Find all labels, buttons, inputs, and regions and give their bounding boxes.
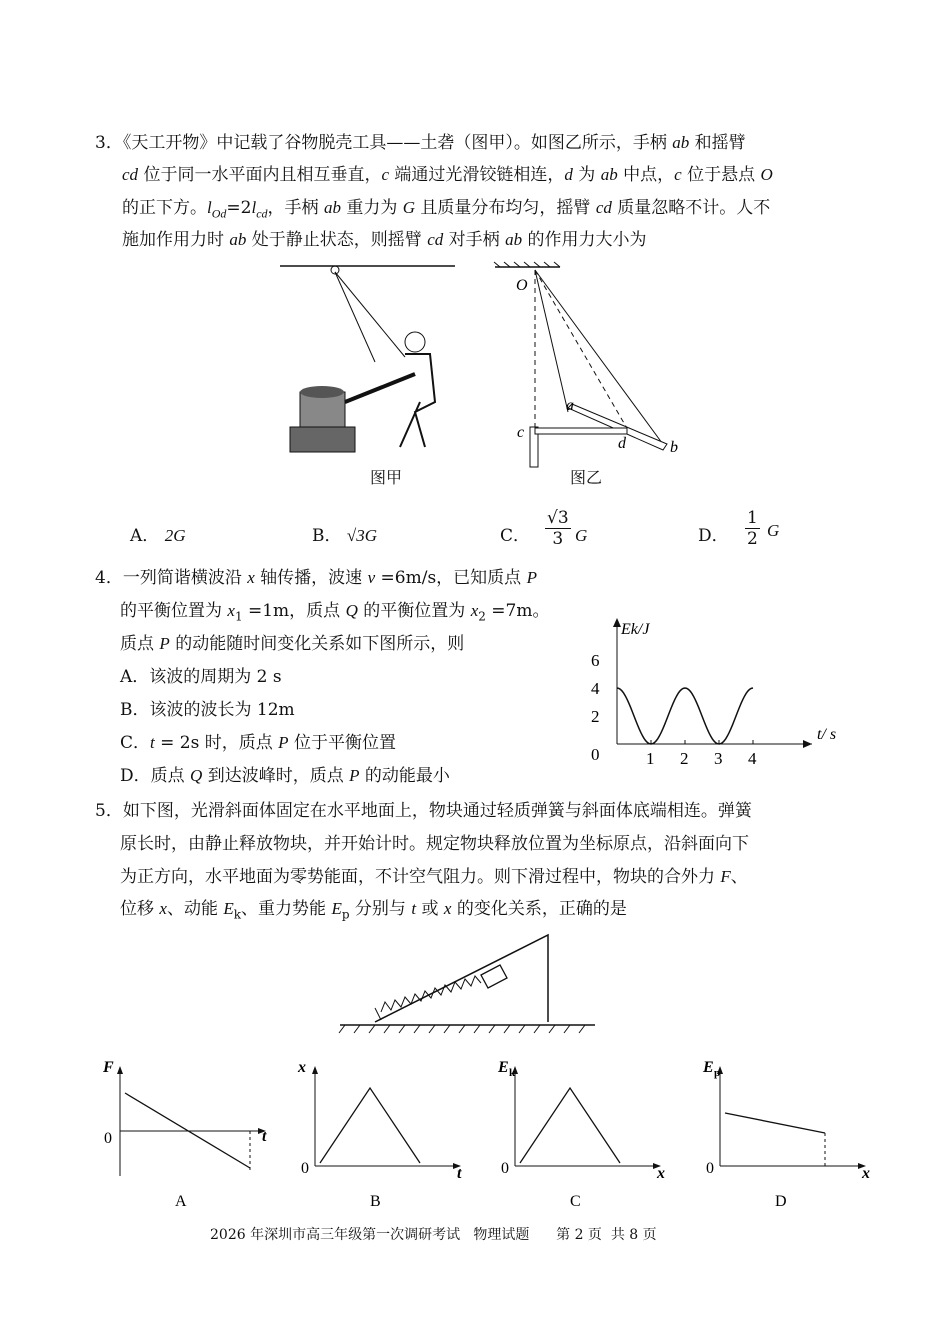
label-b: b <box>670 439 678 456</box>
text-segment: l <box>251 198 257 217</box>
text-segment: 的动能最小 <box>359 766 450 786</box>
graph-letter: C <box>570 1193 581 1210</box>
text-segment: P <box>159 634 170 653</box>
text-segment: 质点 <box>120 634 160 654</box>
text-segment: c <box>674 165 682 184</box>
text-segment: cd <box>427 230 444 249</box>
question-text-line <box>120 600 549 627</box>
text-segment: 端通过光滑铰链相连， <box>389 165 565 185</box>
question-text-line <box>120 765 450 787</box>
option-a[interactable] <box>130 525 185 547</box>
figure-jia-caption: 图甲 <box>370 470 403 487</box>
text-segment: 4．一列简谐横波沿 <box>95 568 248 588</box>
option-d-fraction <box>745 508 760 549</box>
text-segment: l <box>207 198 212 217</box>
option-c-fraction <box>545 508 571 549</box>
text-segment: p <box>341 907 350 922</box>
figure-yi-caption: 图乙 <box>570 470 603 487</box>
x-tick-label: 4 <box>748 749 757 768</box>
y-tick-label: 0 <box>591 745 600 764</box>
text-segment: x <box>227 601 235 620</box>
question-text-line <box>120 833 749 855</box>
label-a: a <box>566 397 574 414</box>
y-axis-label: x <box>298 1059 306 1076</box>
y-axis-label: E <box>703 1059 714 1076</box>
text-segment: O <box>760 165 773 184</box>
text-segment: 为 <box>572 165 601 185</box>
y-axis-label: E <box>498 1059 509 1076</box>
label-c: c <box>517 424 525 441</box>
text-segment: ab <box>672 133 690 152</box>
question-text-line <box>120 898 627 925</box>
text-segment: P <box>526 568 537 587</box>
y-axis-subscript: p <box>714 1067 721 1079</box>
text-segment: 位于平衡位置 <box>288 733 396 753</box>
text-segment: Od <box>211 206 227 221</box>
text-segment: cd <box>595 198 612 217</box>
text-segment: =7m。 <box>485 601 550 621</box>
x-axis-label: x <box>862 1165 870 1182</box>
option-value: √3G <box>346 526 378 545</box>
origin-label: 0 <box>301 1160 309 1177</box>
y-tick-label: 2 <box>591 707 600 726</box>
option-c[interactable] <box>500 525 530 547</box>
numerator: √3 <box>547 508 569 528</box>
answer-graph-a[interactable] <box>100 1058 270 1208</box>
text-segment: 位移 <box>120 899 160 919</box>
text-segment: 轴传播，波速 <box>254 568 368 588</box>
question-text-line <box>95 132 746 154</box>
text-segment: = 2s 时，质点 <box>154 733 279 753</box>
text-segment: 3．《天工开物》中记载了谷物脱壳工具——土砻（图甲）。如图乙所示，手柄 <box>95 133 673 153</box>
text-segment: 1 <box>234 609 243 624</box>
option-d[interactable] <box>698 525 729 547</box>
question-text-line <box>122 197 770 224</box>
y-axis-label: Ek/J <box>621 621 650 638</box>
text-segment: =2 <box>226 198 252 218</box>
page-footer: 2026 年深圳市高三年级第一次调研考试 物理试题 第 2 页 共 8 页 <box>210 1227 657 1243</box>
text-segment: 重力为 <box>340 198 403 218</box>
text-segment: 的动能随时间变化关系如下图所示，则 <box>169 634 465 654</box>
text-segment: Q <box>190 766 203 785</box>
text-segment: 的正下方。 <box>122 198 207 218</box>
origin-label: 0 <box>706 1160 714 1177</box>
option-value: 2G <box>164 526 186 545</box>
text-segment: B．该波的波长为 12m <box>120 700 295 720</box>
text-segment: 对手柄 <box>443 230 506 250</box>
x-axis-label: t/ s <box>817 726 837 743</box>
text-segment: k <box>233 907 242 922</box>
text-segment: ab <box>229 230 247 249</box>
x-axis-label: x <box>657 1165 665 1182</box>
graph-letter: A <box>175 1193 187 1210</box>
origin-label: 0 <box>104 1130 112 1147</box>
text-segment: 质量忽略不计。人不 <box>611 198 771 218</box>
option-b[interactable] <box>312 525 377 547</box>
question-text-line <box>120 699 295 721</box>
graph-letter: D <box>775 1193 787 1210</box>
text-segment: 分别与 <box>349 899 412 919</box>
text-segment: A．该波的周期为 2 s <box>120 667 282 687</box>
text-segment: x <box>443 899 452 918</box>
x-arrow-icon <box>803 740 812 748</box>
option-letter: C． <box>500 526 531 546</box>
text-segment: 为正方向，水平地面为零势能面，不计空气阻力。则下滑过程中，物块的合外力 <box>120 867 721 887</box>
text-segment: t <box>150 733 155 752</box>
option-letter: B． <box>312 526 342 546</box>
x-tick-label: 3 <box>714 749 723 768</box>
text-segment: =6m/s，已知质点 <box>375 568 527 588</box>
text-segment: P <box>278 733 289 752</box>
question-text-line <box>120 666 282 688</box>
text-segment: x <box>159 899 167 918</box>
ek-curve <box>617 688 753 744</box>
ek-time-chart <box>575 612 835 772</box>
y-tick-label: 4 <box>591 679 600 698</box>
text-segment: 2 <box>478 609 486 624</box>
question-text-line <box>122 229 646 251</box>
text-segment: t <box>411 899 417 918</box>
text-segment: x <box>470 601 479 620</box>
origin-label: 0 <box>501 1160 509 1177</box>
text-segment: 、动能 <box>166 899 224 919</box>
y-arrow-icon <box>613 618 621 627</box>
numerator: 1 <box>747 508 758 528</box>
text-segment: 位于悬点 <box>681 165 761 185</box>
x-axis-label: t <box>457 1165 462 1182</box>
text-segment: x <box>247 568 255 587</box>
text-segment: 的平衡位置为 <box>120 601 228 621</box>
text-segment: 施加作用力时 <box>122 230 230 250</box>
x-tick-label: 2 <box>680 749 689 768</box>
text-segment: 且质量分布均匀，摇臂 <box>415 198 596 218</box>
question-text-line <box>120 732 396 754</box>
text-segment: 处于静止状态，则摇臂 <box>246 230 428 250</box>
label-O: O <box>516 277 528 294</box>
text-segment: 的变化关系，正确的是 <box>451 899 627 919</box>
answer-graph-d[interactable] <box>700 1058 870 1208</box>
text-segment: G <box>402 198 416 217</box>
text-segment: E <box>331 899 342 918</box>
option-letter: A． <box>130 526 160 546</box>
y-axis-subscript: k <box>509 1067 516 1079</box>
text-segment: C． <box>120 733 151 753</box>
text-segment: Q <box>345 601 358 620</box>
text-segment: 中点， <box>617 165 675 185</box>
label-d: d <box>618 435 626 452</box>
figure-jia-illustration <box>275 262 465 462</box>
text-segment: c <box>381 165 389 184</box>
text-segment: 到达波峰时，质点 <box>202 766 350 786</box>
y-tick-label: 6 <box>591 651 600 670</box>
figure-yi-diagram <box>490 262 690 472</box>
incline-spring-diagram <box>335 930 605 1040</box>
question-text-line <box>95 800 752 822</box>
graph-letter: B <box>370 1193 381 1210</box>
denominator: 2 <box>747 529 758 549</box>
x-axis-label: t <box>262 1128 267 1145</box>
text-segment: 5．如下图，光滑斜面体固定在水平地面上，物块通过轻质弹簧与斜面体底端相连。弹簧 <box>95 801 752 821</box>
y-axis-label: F <box>103 1059 114 1076</box>
text-segment: ab <box>505 230 523 249</box>
denominator: 3 <box>552 529 564 549</box>
text-segment: F <box>720 867 731 886</box>
text-segment: 、重力势能 <box>241 899 332 919</box>
x-tick-label: 1 <box>646 749 655 768</box>
text-segment: v <box>367 568 376 587</box>
question-text-line <box>95 567 537 589</box>
text-segment: cd <box>122 165 139 184</box>
text-segment: ，手柄 <box>267 198 324 218</box>
question-text-line <box>120 633 464 655</box>
text-segment: ab <box>323 198 341 217</box>
option-letter: D． <box>698 526 729 546</box>
question-text-line <box>120 866 748 888</box>
text-segment: 和摇臂 <box>689 133 746 153</box>
text-segment: 或 <box>416 899 444 919</box>
question-text-line <box>122 164 773 186</box>
text-segment: 的作用力大小为 <box>522 230 647 250</box>
text-segment: ab <box>600 165 618 184</box>
text-segment: d <box>564 165 573 184</box>
text-segment: P <box>349 766 360 785</box>
answer-graph-c[interactable] <box>495 1058 665 1208</box>
text-segment: D．质点 <box>120 766 191 786</box>
text-segment: 、 <box>730 867 748 887</box>
option-c-g: G <box>575 526 588 545</box>
text-segment: 原长时，由静止释放物块，并开始计时。规定物块释放位置为坐标原点，沿斜面向下 <box>120 834 749 854</box>
text-segment: 位于同一水平面内且相互垂直， <box>138 165 382 185</box>
text-segment: E <box>223 899 234 918</box>
answer-graph-b[interactable] <box>295 1058 465 1208</box>
text-segment: cd <box>256 206 268 221</box>
text-segment: 的平衡位置为 <box>357 601 471 621</box>
text-segment: =1m，质点 <box>242 601 346 621</box>
option-d-g: G <box>767 521 780 540</box>
